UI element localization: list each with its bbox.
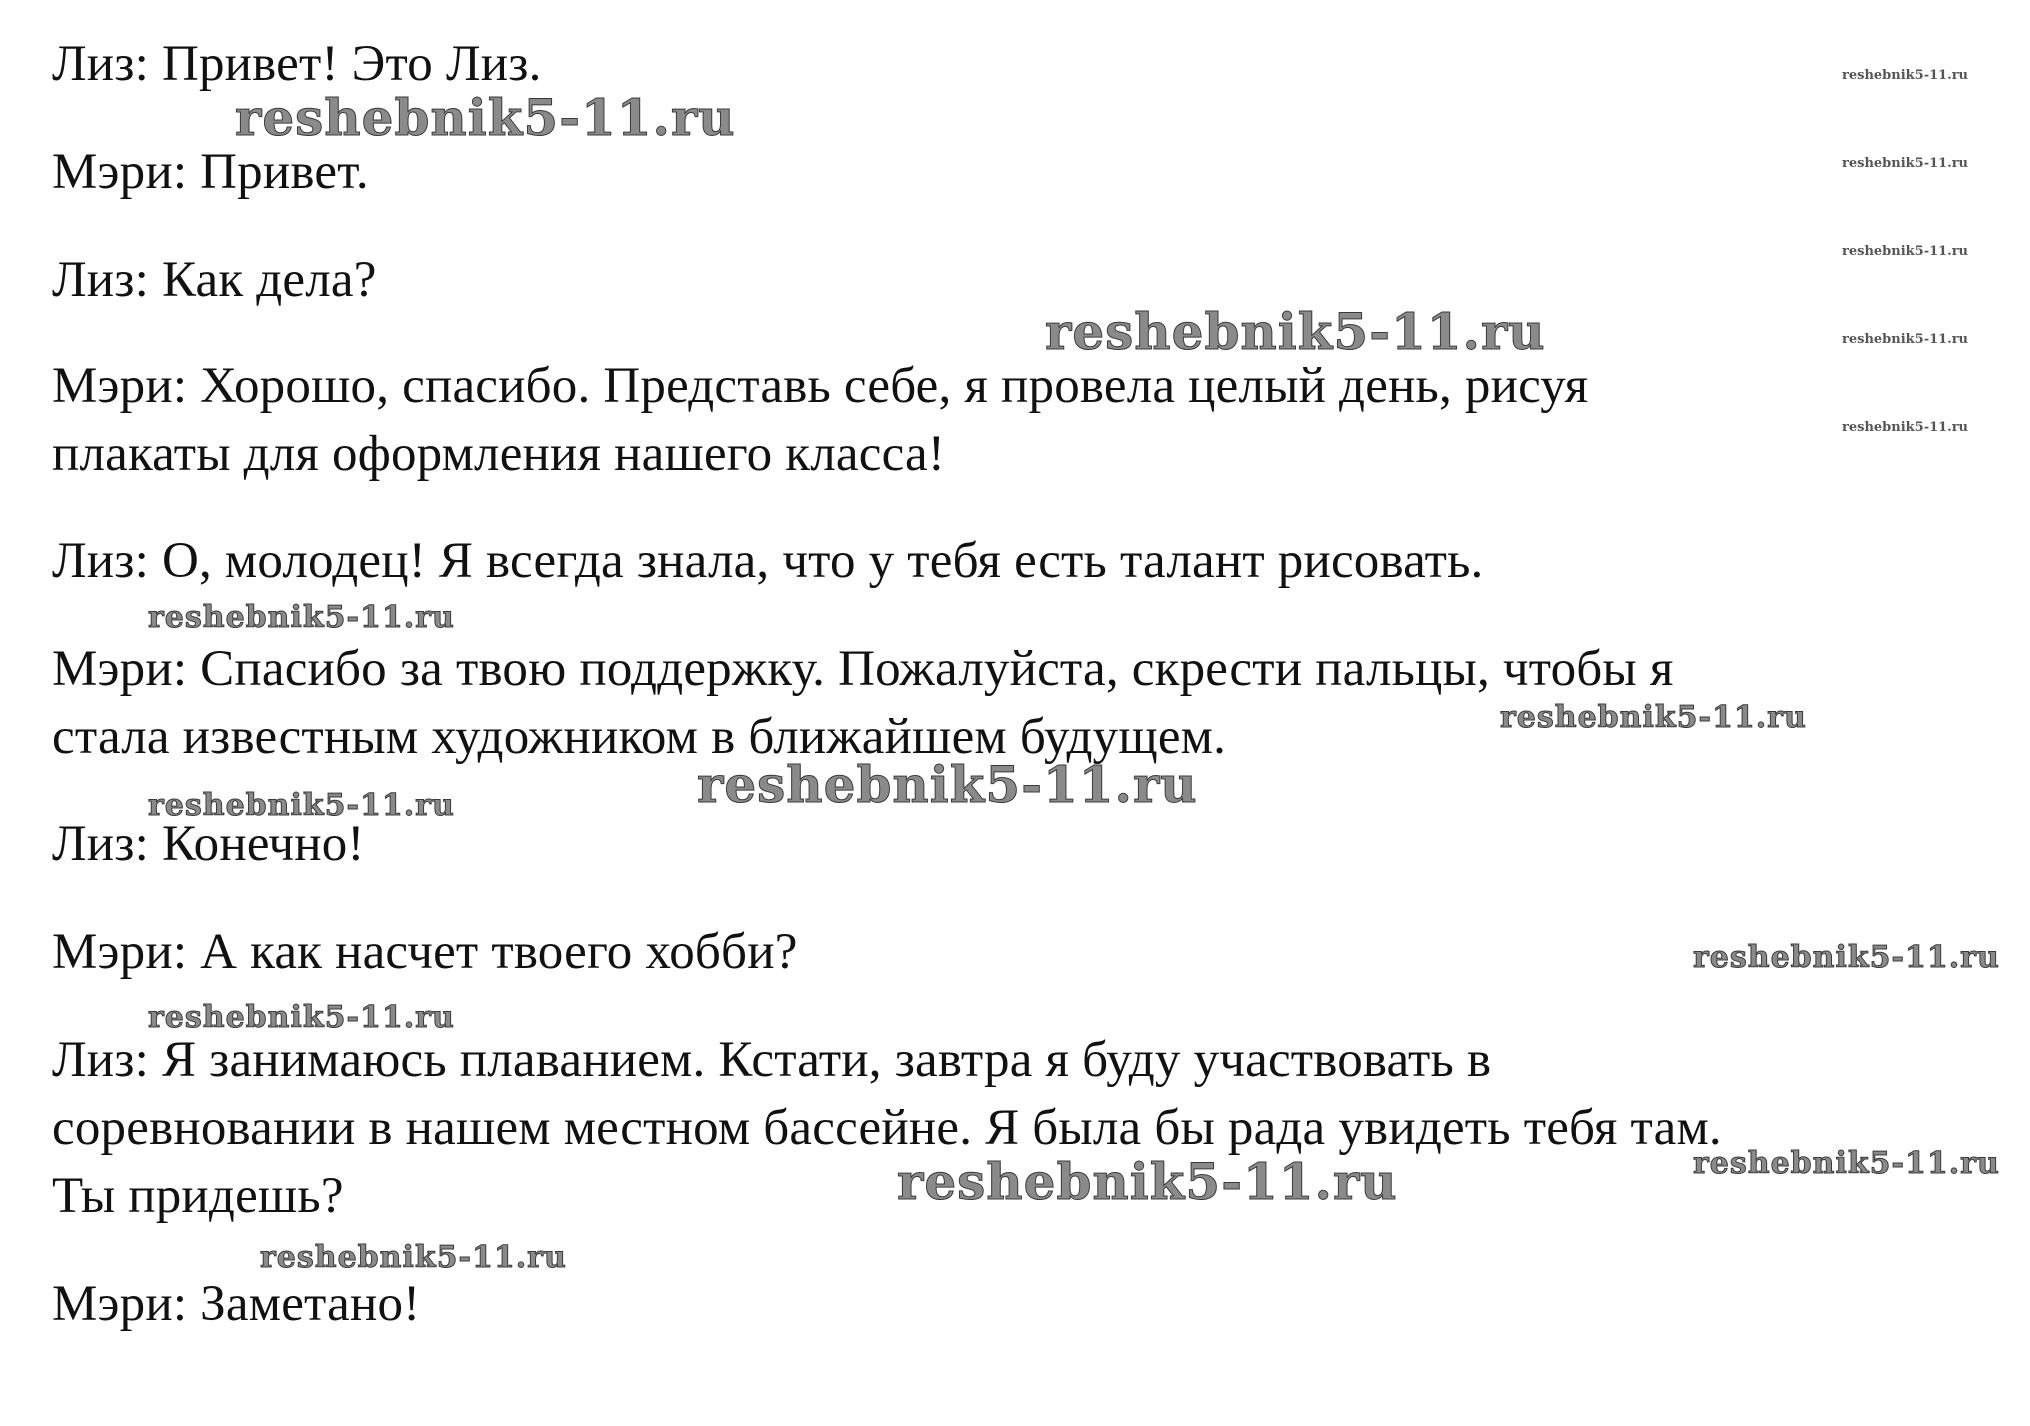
watermark: reshebnik5-11.ru — [1045, 302, 1546, 361]
watermark: reshebnik5-11.ru — [1693, 1146, 2000, 1181]
watermark: reshebnik5-11.ru — [260, 1240, 567, 1275]
dialogue-line-mary-continued: стала известным художником в ближайшем будущем. — [52, 709, 1227, 765]
watermark: reshebnik5-11.ru — [148, 788, 455, 823]
watermark: reshebnik5-11.ru — [1842, 420, 1969, 435]
dialogue-line-liz: Лиз: Конечно! — [52, 816, 365, 872]
watermark: reshebnik5-11.ru — [1842, 244, 1969, 259]
dialogue-line-mary: Мэри: Привет. — [52, 144, 369, 200]
dialogue-line-liz-continued: соревновании в нашем местном бассейне. Я была бы рада увидеть тебя там. — [52, 1100, 1722, 1156]
watermark: reshebnik5-11.ru — [1842, 332, 1969, 347]
watermark: reshebnik5-11.ru — [697, 755, 1198, 814]
dialogue-line-mary-continued: плакаты для оформления нашего класса! — [52, 426, 946, 482]
dialogue-line-mary: Мэри: Спасибо за твою поддержку. Пожалуйста, скрести пальцы, чтобы я — [52, 641, 1674, 697]
watermark: reshebnik5-11.ru — [1842, 156, 1969, 171]
dialogue-line-mary: Мэри: Хорошо, спасибо. Представь себе, я провела целый день, рисуя — [52, 358, 1589, 414]
dialogue-line-liz: Лиз: Как дела? — [52, 252, 377, 308]
dialogue-line-liz: Лиз: Привет! Это Лиз. — [52, 36, 542, 92]
watermark: reshebnik5-11.ru — [1500, 700, 1807, 735]
watermark: reshebnik5-11.ru — [1842, 68, 1969, 83]
dialogue-line-liz: Лиз: Я занимаюсь плаванием. Кстати, завтра я буду участвовать в — [52, 1032, 1492, 1088]
watermark: reshebnik5-11.ru — [897, 1152, 1398, 1211]
dialogue-line-liz: Лиз: О, молодец! Я всегда знала, что у тебя есть талант рисовать. — [52, 533, 1484, 589]
watermark: reshebnik5-11.ru — [1693, 940, 2000, 975]
watermark: reshebnik5-11.ru — [235, 88, 736, 147]
dialogue-line-mary: Мэри: Заметано! — [52, 1276, 421, 1332]
dialogue-line-liz-continued: Ты придешь? — [52, 1168, 344, 1224]
watermark: reshebnik5-11.ru — [148, 1000, 455, 1035]
dialogue-line-mary: Мэри: А как насчет твоего хобби? — [52, 924, 798, 980]
watermark: reshebnik5-11.ru — [148, 600, 455, 635]
